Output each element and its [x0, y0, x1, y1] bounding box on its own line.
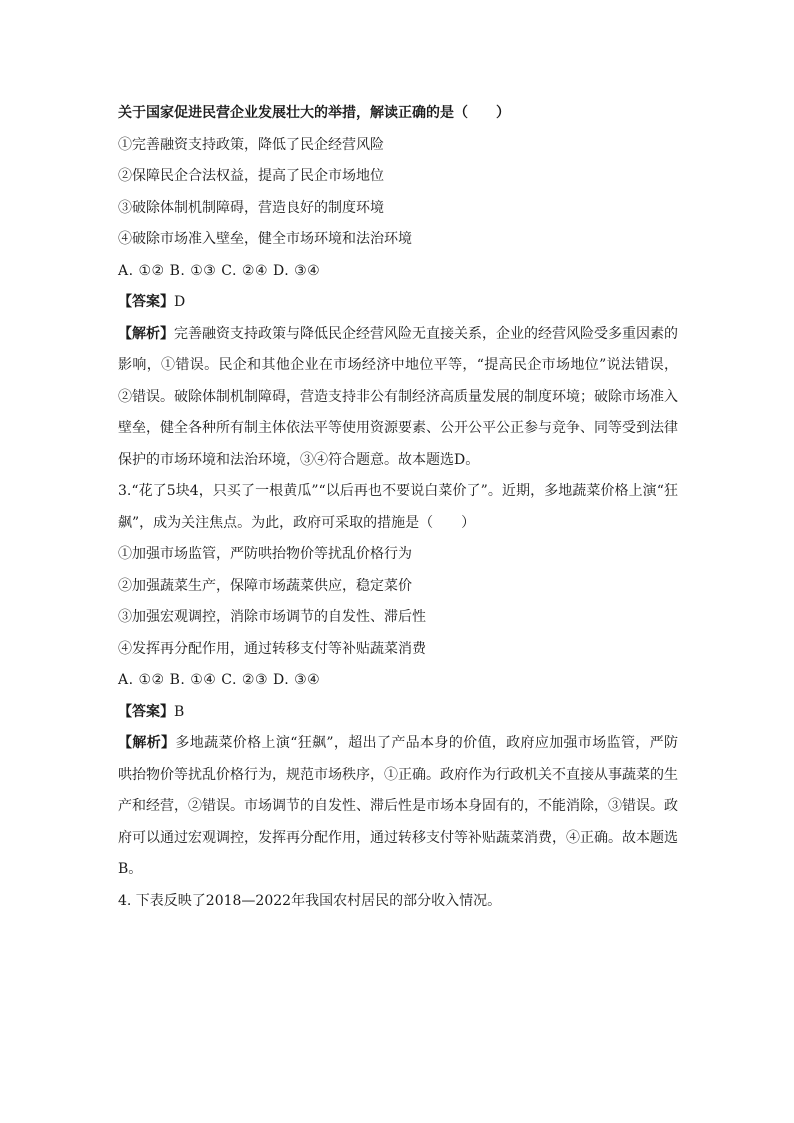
- q3-item-4: ④发挥再分配作用，通过转移支付等补贴蔬菜消费: [118, 640, 426, 657]
- q3-answer: [118, 697, 678, 729]
- q2-analysis-text: 完善融资支持政策与降低民企经营风险无直接关系，企业的经营风险受多重因素的影响，①错误。民企和其他企业在市场经济中地位平等，“提高民企市场地位”说法错误，②错误。破除体制机制障碍，营造支持非公有制经济高质量发展的制度环境；破除市场准入壁垒，健全各种所有制主体依法平等使用资源要素、公开公平公正参与竞争、同等受到法律保护的市场环境和法治环境，③④符合题意。故本题选D。: [118, 325, 678, 468]
- q2-analysis: [118, 319, 678, 477]
- q3-analysis: [118, 728, 678, 886]
- q4-stem: 4. 下表反映了2018—2022年我国农村居民的部分收入情况。: [118, 892, 502, 909]
- q2-item-2: ②保障民企合法权益，提高了民企市场地位: [118, 168, 384, 184]
- q3-analysis-text: 多地蔬菜价格上演“狂飙”，超出了产品本身的价值，政府应加强市场监管，严防哄抬物价等扰乱价格行为，规范市场秩序，①正确。政府作为行政机关不直接从事蔬菜的生产和经营，②错误。市场调节的自发性、滞后性是市场本身固有的，不能消除，③错误。政府可以通过宏观调控，发挥再分配作用，通过转移支付等补贴蔬菜消费，④正确。故本题选B。: [118, 735, 679, 877]
- q3-item-1: ①加强市场监管，严防哄抬物价等扰乱价格行为: [118, 546, 412, 562]
- q3-answer-tag: 【答案】: [118, 703, 174, 720]
- q2-item-1: ①完善融资支持政策，降低了民企经营风险: [118, 136, 384, 153]
- q2-item-4: ④破除市场准入壁垒，健全市场环境和法治环境: [118, 231, 412, 247]
- q2-stem: 关于国家促进民营企业发展壮大的举措，解读正确的是（ ）: [118, 105, 510, 121]
- q3-options: A. ①② B. ①④ C. ②③ D. ③④: [118, 672, 321, 688]
- q2-answer-value: D: [174, 294, 186, 310]
- q2-analysis-tag: 【解析】: [118, 325, 174, 342]
- q3-stem: 3.“花了5块4，只买了一根黄瓜”“以后再也不要说白菜价了”。近期，多地蔬菜价格上演“狂飙”，成为关注焦点。为此，政府可采取的措施是（ ）: [118, 483, 678, 531]
- q3-answer-value: B: [174, 703, 185, 720]
- document-content: [118, 98, 678, 917]
- q3-item-3: ③加强宏观调控，消除市场调节的自发性、滞后性: [118, 609, 426, 625]
- q2-options: A. ①② B. ①③ C. ②④ D. ③④: [118, 262, 321, 279]
- q3-item-2: ②加强蔬菜生产，保障市场蔬菜供应，稳定菜价: [118, 577, 412, 594]
- q2-answer: [118, 287, 678, 319]
- q3-analysis-tag: 【解析】: [118, 735, 176, 751]
- q2-answer-tag: 【答案】: [118, 294, 174, 310]
- q2-item-3: ③破除体制机制障碍，营造良好的制度环境: [118, 199, 384, 216]
